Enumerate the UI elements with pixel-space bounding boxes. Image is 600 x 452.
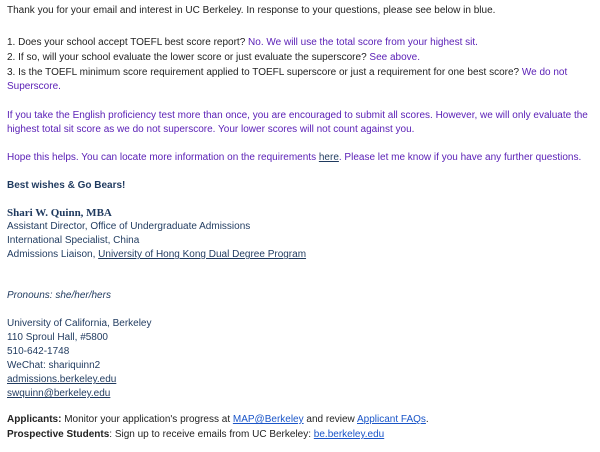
applicants-text-2: and review [303, 414, 357, 425]
hku-program-link[interactable]: University of Hong Kong Dual Degree Program [98, 249, 307, 260]
closing-text: Best wishes & Go Bears! [7, 180, 126, 191]
qa-item-3 [7, 66, 577, 94]
applicants-text-3: . [425, 414, 429, 425]
signature-block [7, 206, 593, 262]
org-name: University of California, Berkeley [7, 318, 152, 329]
score-note: If you take the English proficiency test more than once, you are encouraged to submit all scores. However, we will only evaluate the highest total sit score as we do not superscore. Your lower scores will not count against you. [7, 110, 588, 135]
signature-title-2: International Specialist, China [7, 235, 140, 246]
help-text-post: . Please let me know if you have any further questions. [338, 152, 582, 163]
help-text [7, 151, 593, 165]
answer-3: We do not Superscore. [7, 67, 568, 92]
map-berkeley-link[interactable]: MAP@Berkeley [232, 414, 304, 425]
applicants-label: Applicants: [7, 414, 62, 425]
qa-item-2 [7, 51, 593, 65]
liaison-prefix: Admissions Liaison, [7, 249, 99, 260]
applicants-text-1: Monitor your application's progress at [61, 414, 233, 425]
prospective-text: : Sign up to receive emails from UC Berkeley: [109, 429, 314, 440]
phone: 510-642-1748 [7, 346, 70, 357]
wechat: WeChat: shariquinn2 [7, 360, 101, 371]
question-1: 1. Does your school accept TOEFL best score report? [7, 37, 249, 48]
applicants-line [7, 413, 593, 427]
be-berkeley-link[interactable]: be.berkeley.edu [313, 429, 385, 440]
qa-item-1 [7, 36, 593, 50]
question-2: 2. If so, will your school evaluate the lower score or just evaluate the superscore? [7, 52, 370, 63]
prospective-label: Prospective Students [7, 429, 110, 440]
address: 110 Sproul Hall, #5800 [7, 332, 108, 343]
help-text-pre: Hope this helps. You can locate more information on the requirements [7, 152, 319, 163]
pronouns: Pronouns: she/her/hers [7, 290, 111, 301]
signature-title-1: Assistant Director, Office of Undergraduate Admissions [7, 221, 251, 232]
prospective-line [7, 428, 593, 442]
applicant-faqs-link[interactable]: Applicant FAQs [357, 414, 426, 425]
intro-text: Thank you for your email and interest in UC Berkeley. In response to your questions, please see below in blue. [7, 5, 496, 16]
signature-liaison [7, 248, 593, 262]
answer-1: No. We will use the total score from your highest sit. [248, 37, 478, 48]
requirements-link[interactable]: here [318, 152, 339, 163]
admissions-website-link[interactable]: admissions.berkeley.edu [7, 374, 117, 385]
question-3: 3. Is the TOEFL minimum score requirement applied to TOEFL superscore or just a requirement for one best score? [7, 67, 522, 78]
signature-name: Shari W. Quinn, MBA [7, 207, 112, 219]
contact-block [7, 317, 593, 401]
answer-2: See above. [369, 52, 421, 63]
email-link[interactable]: swquinn@berkeley.edu [7, 388, 111, 399]
